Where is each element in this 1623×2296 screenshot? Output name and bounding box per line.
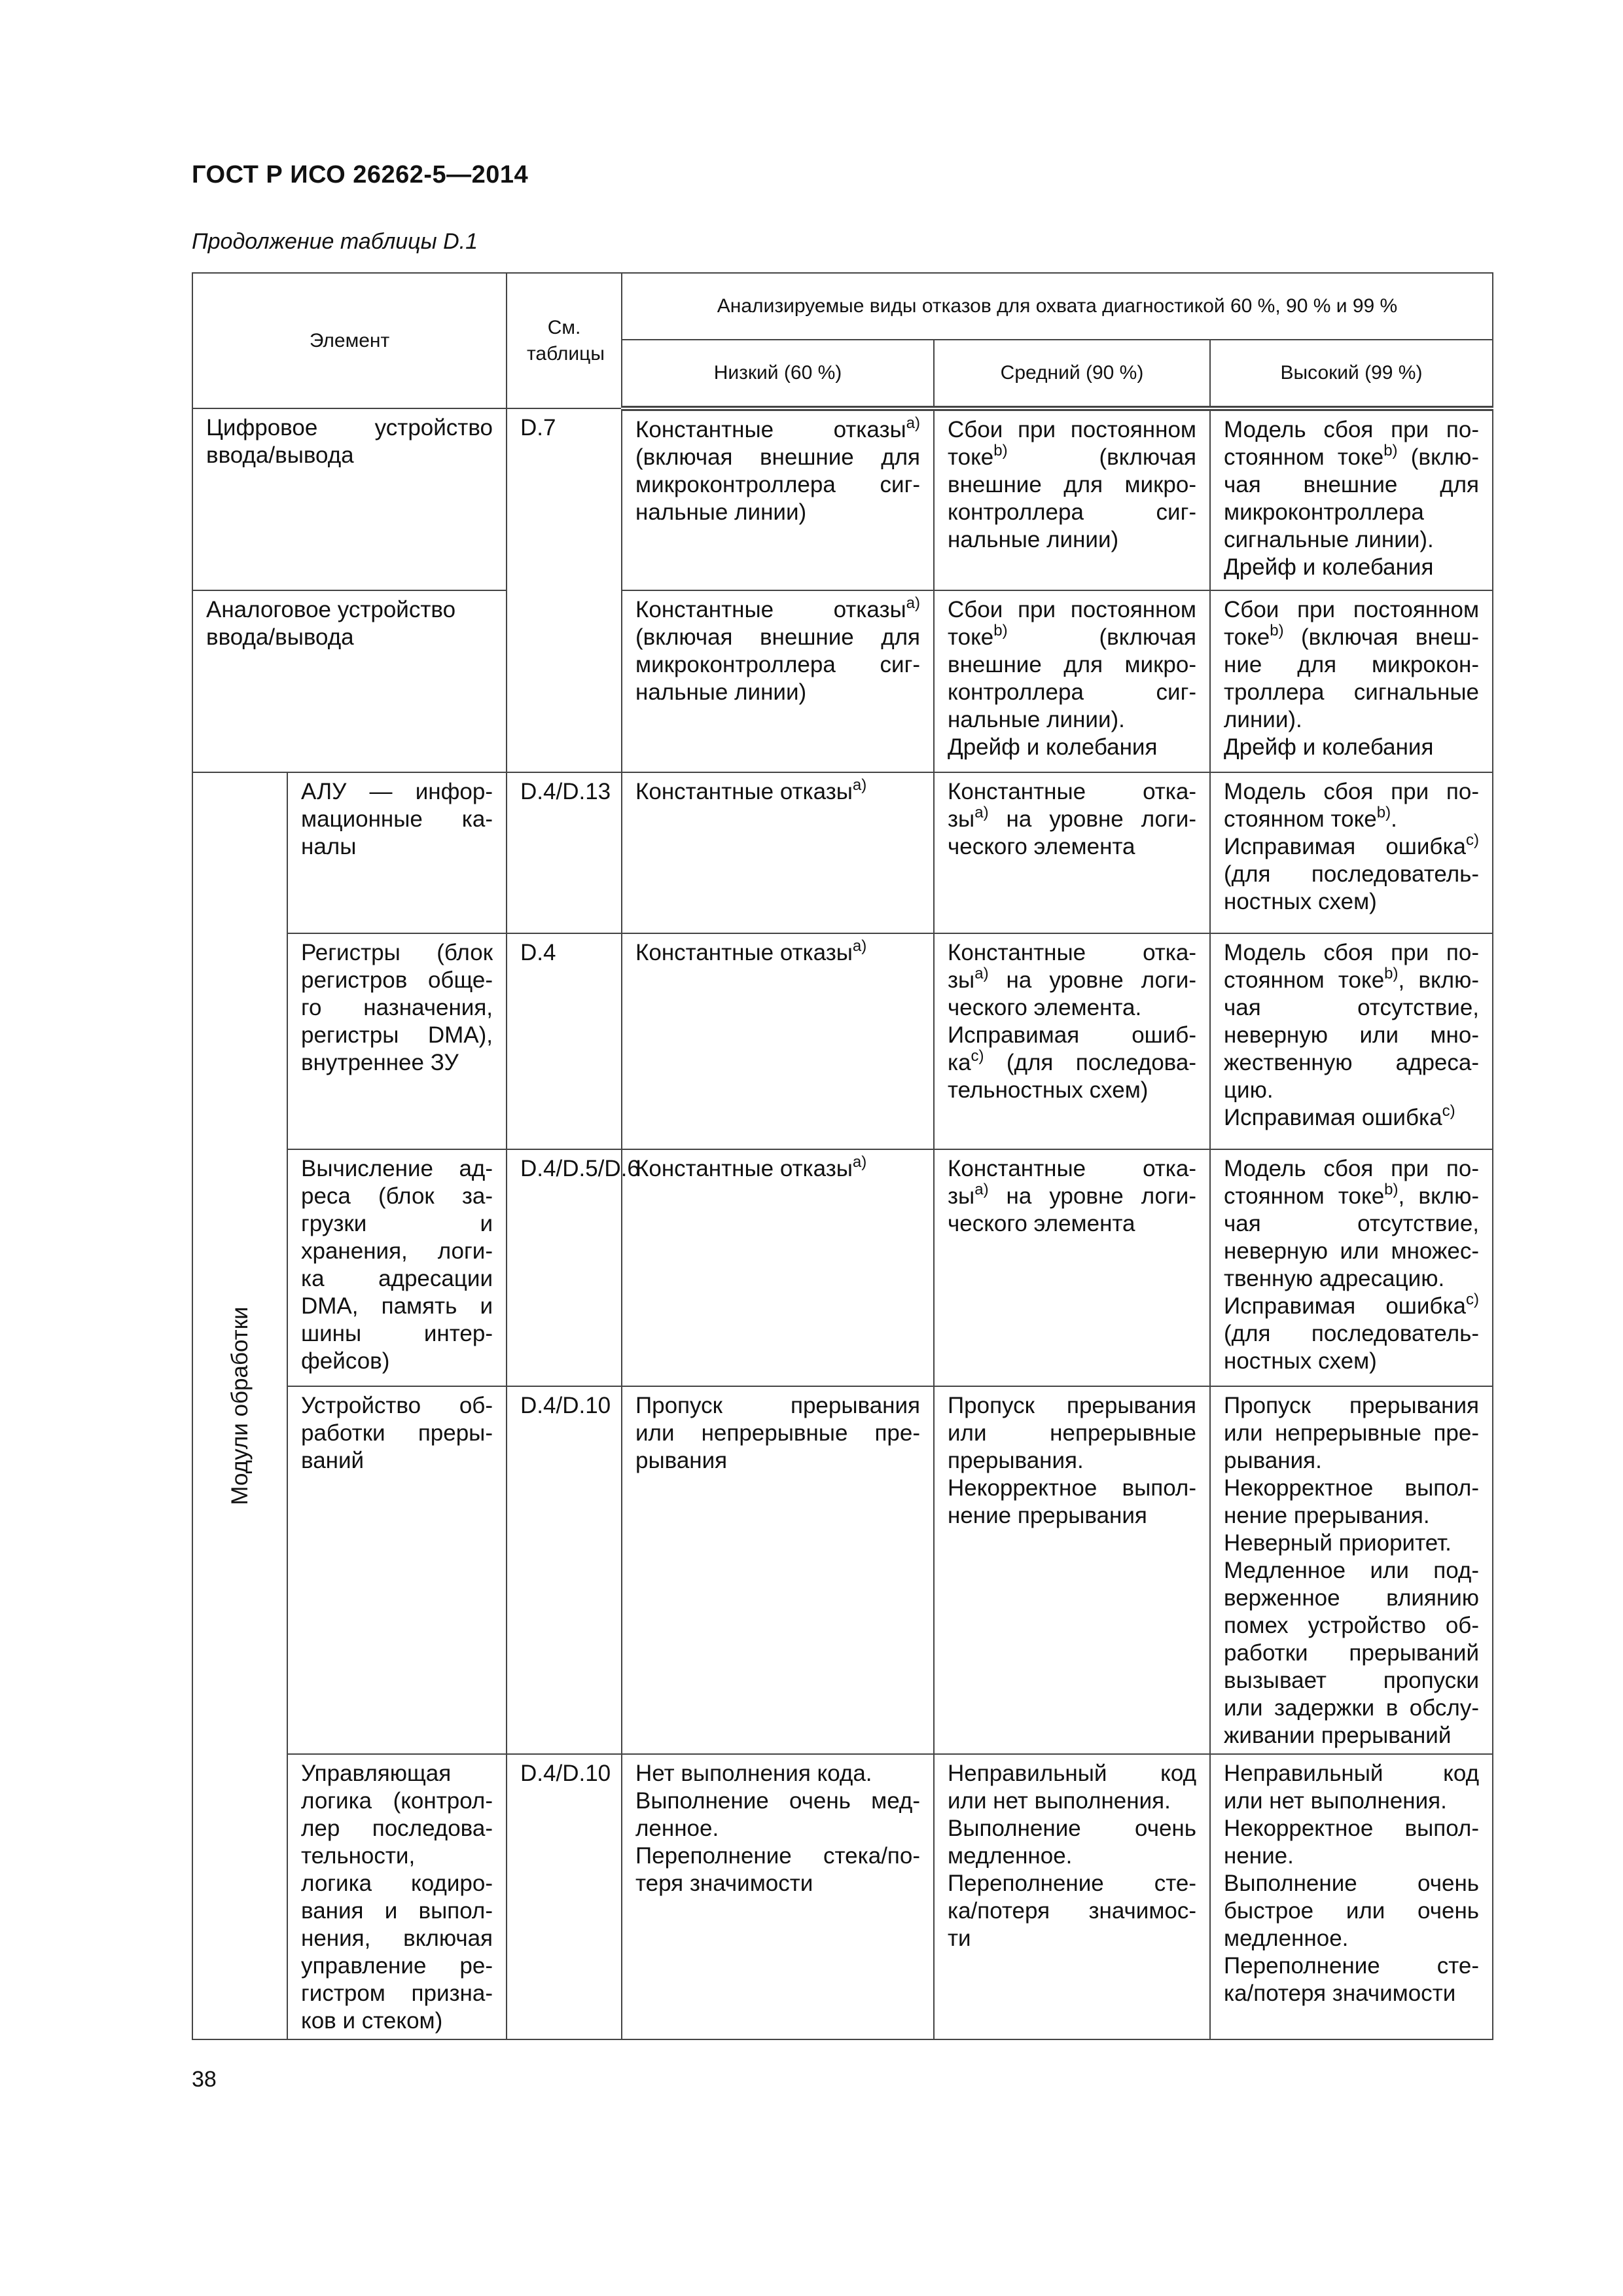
cell-ref: D.4/D.10 [507,1754,622,2039]
table-row [192,408,1493,590]
cell-ref: D.4/D.10 [507,1386,622,1754]
cell-low: Константные отказы$^{a)}$ (включая внешние для микроконтроллера сиг- нальные линии) [622,590,934,772]
cell-medium: Пропуск прерывания или непрерывные прерывания. Некорректное выпол- нение прерывания [934,1386,1210,1754]
col-header-high: Высокий (99 %) [1210,340,1493,408]
cell-high: Модель сбоя при по- стоянном токе$^{b)}$, вклю- чая отсутствие, неверную или множес- твенную адресацию. Исправимая ошибка$^{c)}$ (для последователь- ностных схем) [1210,1149,1493,1386]
table-row [192,772,1493,933]
cell-low: Пропуск прерывания или непрерывные пре- рывания [622,1386,934,1754]
cell-ref: D.7 [507,408,622,772]
cell-ref: D.4 [507,933,622,1149]
col-header-ref: См. таблицы [507,273,622,408]
table-row [192,1149,1493,1386]
cell-ref: D.4/D.13 [507,772,622,933]
cell-element: АЛУ — инфор- мационные ка- налы [287,772,507,933]
cell-low: Константные отказы$^{a)}$ (включая внешние для микроконтроллера сиг- нальные линии) [622,408,934,590]
cell-medium: Сбои при постоянном токе$^{b)}$ (включая внешние для микро- контроллера сиг- нальные линии) [934,408,1210,590]
document-header: ГОСТ Р ИСО 26262-5—2014 [192,161,529,188]
table-caption: Продолжение таблицы D.1 [192,229,478,254]
group-label: Модули обработки [226,1306,253,1505]
page-number: 38 [192,2067,217,2092]
cell-element: Цифровое устройство ввода/вывода [192,408,507,590]
cell-element: Регистры (блок регистров обще- го назначения, регистры DMA), внутреннее ЗУ [287,933,507,1149]
cell-medium: Константные отка- $зы^{a)}$ на уровне логи- ческого элемента [934,1149,1210,1386]
cell-element: Вычисление ад- реса (блок за- грузки и хранения, логи- ка адресации DMA, память и шины интер- фейсов) [287,1149,507,1386]
cell-low: Константные отказы$^{a)}$ [622,772,934,933]
cell-high: Модель сбоя при по- стоянном токе$^{b)}$. Исправимая ошибка$^{c)}$ (для последователь- ностных схем) [1210,772,1493,933]
cell-low: Константные отказы$^{a)}$ [622,933,934,1149]
cell-high: Сбои при постоянном токе$^{b)}$ (включая внеш- ние для микрокон- троллера сигнальные линии). Дрейф и колебания [1210,590,1493,772]
table-row [192,590,1493,772]
cell-element: Аналоговое устройство ввода/вывода [192,590,507,772]
group-label-cell [192,772,287,2039]
cell-low: Константные отказы$^{a)}$ [622,1149,934,1386]
cell-medium: Неправильный код или нет выполнения. Выполнение очень медленное. Переполнение сте- ка/потеря значимос- ти [934,1754,1210,2039]
cell-high: Модель сбоя при по- стоянном токе$^{b)}$ (вклю- чая внешние для микроконтроллера сигнальные линии). Дрейф и колебания [1210,408,1493,590]
col-header-medium: Средний (90 %) [934,340,1210,408]
cell-medium: Сбои при постоянном токе$^{b)}$ (включая внешние для микро- контроллера сиг- нальные линии). Дрейф и колебания [934,590,1210,772]
cell-medium: Константные отка- $зы^{a)}$ на уровне логи- ческого элемента. Исправимая ошиб- $ка^{c)}$ (для последова- тельностных схем) [934,933,1210,1149]
col-header-failure-modes: Анализируемые виды отказов для охвата диагностикой 60 %, 90 % и 99 % [622,273,1493,340]
cell-element: Управляющая логика (контрол- лер последова- тельности, логика кодиро- вания и выпол- нения, включая управление ре- гистром призна- ков и стеком) [287,1754,507,2039]
cell-low: Нет выполнения кода. Выполнение очень мед- ленное. Переполнение стека/по- теря значимости [622,1754,934,2039]
table-row [192,933,1493,1149]
cell-ref: D.4/D.5/D.6 [507,1149,622,1386]
cell-medium: Константные отка- $зы^{a)}$ на уровне логи- ческого элемента [934,772,1210,933]
col-header-element: Элемент [192,273,507,408]
cell-element: Устройство об- работки преры- ваний [287,1386,507,1754]
col-header-low: Низкий (60 %) [622,340,934,408]
cell-high: Неправильный код или нет выполнения. Некорректное выпол- нение. Выполнение очень быстрое или очень медленное. Переполнение сте- ка/потеря значимости [1210,1754,1493,2039]
failure-modes-table [192,272,1493,2040]
table-row [192,1386,1493,1754]
cell-high: Модель сбоя при по- стоянном токе$^{b)}$, вклю- чая отсутствие, неверную или мно- жественную адреса- цию. Исправимая ошибка$^{c)}$ [1210,933,1493,1149]
table-row [192,1754,1493,2039]
cell-high: Пропуск прерывания или непрерывные пре- рывания. Некорректное выпол- нение прерывания. Неверный приоритет. Медленное или под- верженное влиянию помех устройство об- работки прерываний вызывает пропуски или задержки в обслу- живании прерываний [1210,1386,1493,1754]
